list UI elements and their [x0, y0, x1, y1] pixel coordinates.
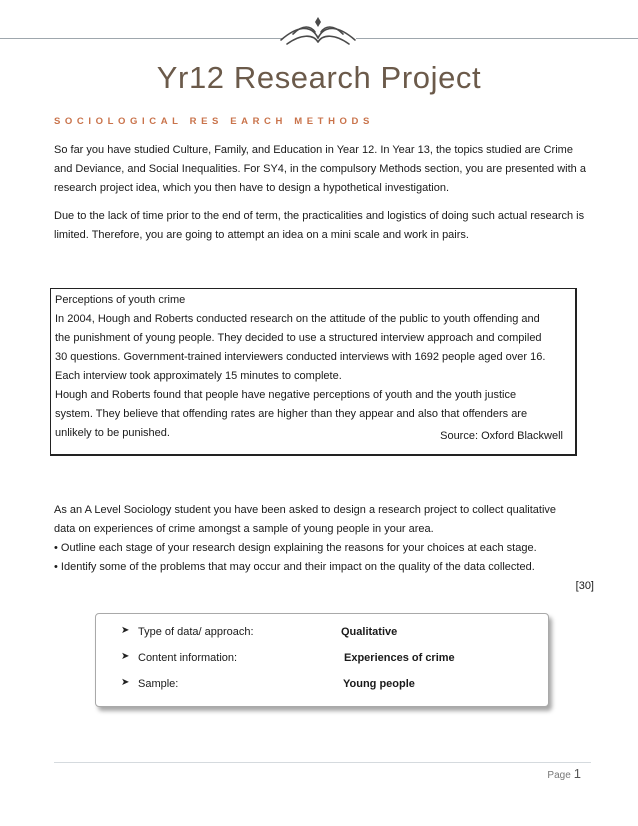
flourish-ornament-icon: [275, 14, 361, 50]
marks-label: [30]: [575, 580, 594, 592]
case-study-line: 30 questions. Government-trained interviewers conducted interviews with 1692 people aged over 16.: [55, 351, 546, 363]
case-study-line: Hough and Roberts found that people have negative perceptions of youth and the youth justice: [55, 389, 517, 401]
page-footer: [547, 766, 581, 781]
task-line: As an A Level Sociology student you have been asked to design a research project to collect qualitative: [54, 504, 557, 516]
arrow-bullet-icon: ➤: [121, 625, 130, 636]
task-paragraph: [54, 501, 594, 596]
arrow-bullet-icon: ➤: [121, 677, 130, 688]
summary-label: Sample:: [138, 678, 179, 690]
case-study-line: In 2004, Hough and Roberts conducted research on the attitude of the public to youth offending and: [55, 313, 540, 325]
summary-value: Young people: [343, 678, 415, 690]
case-study-line: system. They believe that offending rates are higher than they appear and also that offenders are: [55, 408, 528, 420]
page-label: Page: [547, 770, 571, 781]
intro-text-1: So far you have studied Culture, Family, and Education in Year 12. In Year 13, the topics studied are Crime and Deviance, and Social Inequalities. For SY4, in the compulsory Methods section, you are presented with a research project idea, which you then have to design a hypothetical investigation.: [54, 144, 586, 194]
summary-row: [96, 650, 548, 670]
summary-value: Qualitative: [341, 626, 398, 638]
case-study-line: unlikely to be punished.: [55, 427, 170, 439]
task-bullet: • Outline each stage of your research design explaining the reasons for your choices at each stage.: [54, 542, 537, 554]
header-rule-right: [356, 38, 638, 39]
summary-row: [96, 624, 548, 644]
summary-value: Experiences of crime: [344, 652, 455, 664]
footer-rule: [54, 762, 591, 763]
case-study-line: Each interview took approximately 15 minutes to complete.: [55, 370, 342, 382]
summary-label: Content information:: [138, 652, 238, 664]
task-bullet: • Identify some of the problems that may occur and their impact on the quality of the data collected.: [54, 561, 535, 573]
case-study-line: the punishment of young people. They decided to use a structured interview approach and compiled: [55, 332, 542, 344]
task-line: data on experiences of crime amongst a sample of young people in your area.: [54, 523, 434, 535]
summary-row: [96, 676, 548, 696]
case-study-box: [50, 288, 577, 456]
case-study-source: Source: Oxford Blackwell: [440, 430, 563, 442]
page-number: 1: [573, 766, 581, 781]
page-title: Yr12 Research Project: [156, 60, 482, 95]
intro-text-2: Due to the lack of time prior to the end of term, the practicalities and logistics of doing such actual research is limited. Therefore, you are going to attempt an idea on a mini scale and work in pairs.: [54, 210, 585, 241]
summary-label: Type of data/ approach:: [138, 626, 254, 638]
section-subtitle: SOCIOLOGICAL RES EARCH METHODS: [54, 116, 374, 127]
case-study-heading: Perceptions of youth crime: [55, 294, 186, 306]
summary-box: [95, 613, 549, 707]
intro-paragraph-2: [54, 207, 594, 245]
arrow-bullet-icon: ➤: [121, 651, 130, 662]
intro-paragraph-1: [54, 141, 594, 198]
header-rule-left: [0, 38, 282, 39]
